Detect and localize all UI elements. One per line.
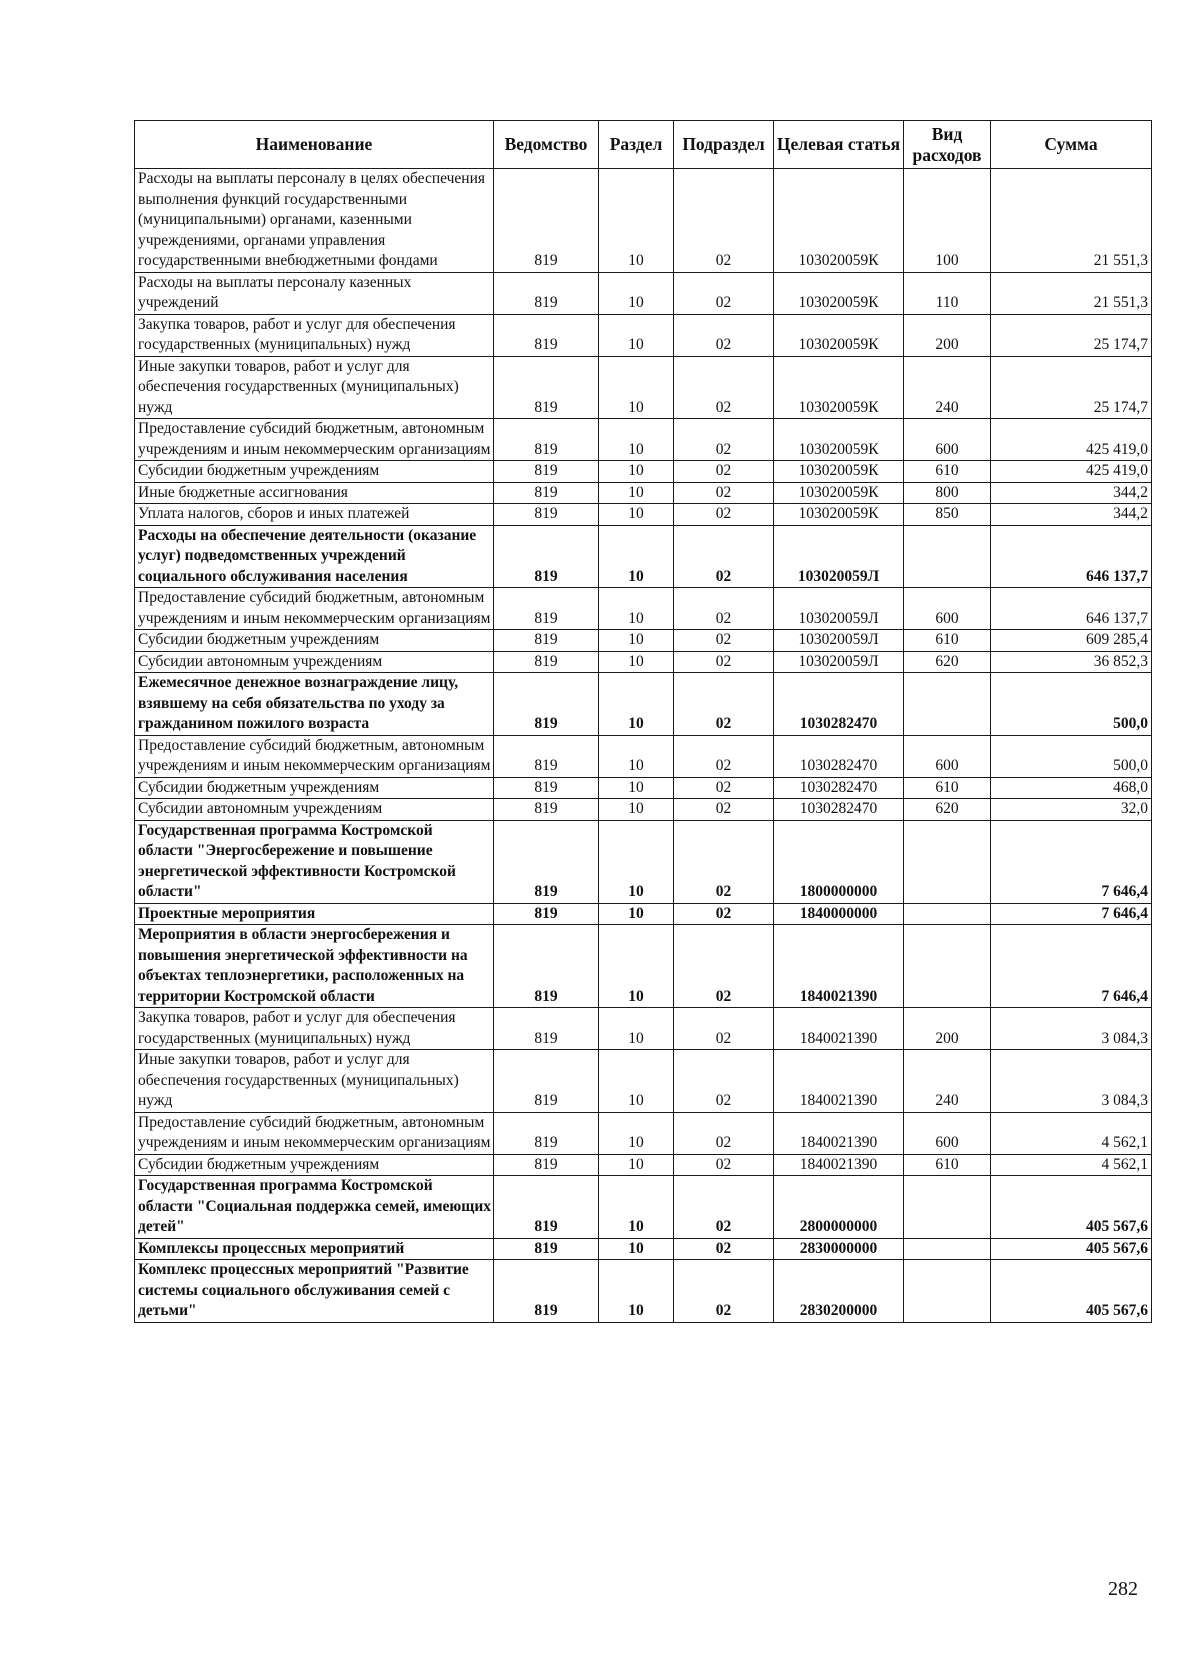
cell-sum: 36 852,3 [991, 651, 1152, 673]
header-expense-type: Вид расходов [904, 121, 991, 169]
cell-sum: 425 419,0 [991, 461, 1152, 483]
cell-department: 819 [494, 1238, 599, 1260]
cell-section: 10 [599, 1154, 674, 1176]
cell-department: 819 [494, 777, 599, 799]
cell-subsection: 02 [674, 1008, 774, 1050]
cell-sum: 609 285,4 [991, 630, 1152, 652]
cell-section: 10 [599, 630, 674, 652]
cell-name: Государственная программа Костромской области "Социальная поддержка семей, имеющих детей" [135, 1176, 494, 1239]
header-sum: Сумма [991, 121, 1152, 169]
cell-expense-type: 100 [904, 169, 991, 273]
cell-section: 10 [599, 1050, 674, 1113]
cell-sum: 7 646,4 [991, 820, 1152, 903]
cell-subsection: 02 [674, 777, 774, 799]
cell-subsection: 02 [674, 588, 774, 630]
cell-target-article: 1840021390 [774, 1112, 904, 1154]
cell-name: Государственная программа Костромской области "Энергосбережение и повышение энергетической эффективности Костромской области" [135, 820, 494, 903]
cell-expense-type: 110 [904, 272, 991, 314]
header-department: Ведомство [494, 121, 599, 169]
cell-department: 819 [494, 169, 599, 273]
cell-section: 10 [599, 272, 674, 314]
table-row [135, 673, 1152, 736]
cell-target-article: 103020059Л [774, 630, 904, 652]
cell-sum: 32,0 [991, 799, 1152, 821]
cell-target-article: 1800000000 [774, 820, 904, 903]
table-header-row [135, 121, 1152, 169]
cell-sum: 405 567,6 [991, 1238, 1152, 1260]
cell-expense-type [904, 1238, 991, 1260]
cell-department: 819 [494, 504, 599, 526]
cell-sum: 646 137,7 [991, 588, 1152, 630]
cell-department: 819 [494, 356, 599, 419]
cell-target-article: 1840021390 [774, 925, 904, 1008]
cell-sum: 25 174,7 [991, 356, 1152, 419]
cell-subsection: 02 [674, 925, 774, 1008]
cell-name: Субсидии бюджетным учреждениям [135, 630, 494, 652]
table-row [135, 482, 1152, 504]
table-row [135, 504, 1152, 526]
cell-section: 10 [599, 777, 674, 799]
cell-section: 10 [599, 1260, 674, 1323]
cell-name: Ежемесячное денежное вознаграждение лицу, взявшему на себя обязательства по уходу за гражданином пожилого возраста [135, 673, 494, 736]
cell-target-article: 103020059К [774, 461, 904, 483]
cell-subsection: 02 [674, 673, 774, 736]
cell-department: 819 [494, 1050, 599, 1113]
cell-target-article: 1030282470 [774, 777, 904, 799]
cell-target-article: 103020059Л [774, 525, 904, 588]
cell-section: 10 [599, 925, 674, 1008]
cell-department: 819 [494, 1176, 599, 1239]
table-row [135, 525, 1152, 588]
cell-department: 819 [494, 272, 599, 314]
cell-target-article: 103020059К [774, 314, 904, 356]
cell-name: Иные бюджетные ассигнования [135, 482, 494, 504]
cell-expense-type [904, 673, 991, 736]
cell-name: Субсидии бюджетным учреждениям [135, 461, 494, 483]
cell-expense-type: 240 [904, 356, 991, 419]
cell-section: 10 [599, 1176, 674, 1239]
table-row [135, 1050, 1152, 1113]
cell-name: Иные закупки товаров, работ и услуг для обеспечения государственных (муниципальных) нужд [135, 1050, 494, 1113]
cell-department: 819 [494, 673, 599, 736]
cell-name: Расходы на выплаты персоналу в целях обеспечения выполнения функций государственными (муниципальными) органами, казенными учреждениями, органами управления государственными внебюджетными фондами [135, 169, 494, 273]
header-section: Раздел [599, 121, 674, 169]
cell-expense-type: 600 [904, 588, 991, 630]
cell-subsection: 02 [674, 419, 774, 461]
table-row [135, 1154, 1152, 1176]
cell-subsection: 02 [674, 169, 774, 273]
cell-subsection: 02 [674, 1176, 774, 1239]
cell-target-article: 2830200000 [774, 1260, 904, 1323]
cell-subsection: 02 [674, 903, 774, 925]
cell-name: Субсидии автономным учреждениям [135, 799, 494, 821]
cell-department: 819 [494, 903, 599, 925]
cell-subsection: 02 [674, 651, 774, 673]
cell-expense-type: 620 [904, 651, 991, 673]
cell-expense-type [904, 1260, 991, 1323]
table-row [135, 1112, 1152, 1154]
cell-department: 819 [494, 1154, 599, 1176]
table-row [135, 799, 1152, 821]
cell-sum: 405 567,6 [991, 1260, 1152, 1323]
cell-subsection: 02 [674, 735, 774, 777]
cell-target-article: 1840000000 [774, 903, 904, 925]
cell-name: Субсидии автономным учреждениям [135, 651, 494, 673]
cell-expense-type: 610 [904, 461, 991, 483]
cell-sum: 344,2 [991, 504, 1152, 526]
cell-target-article: 1030282470 [774, 735, 904, 777]
cell-expense-type: 200 [904, 1008, 991, 1050]
cell-department: 819 [494, 799, 599, 821]
cell-name: Предоставление субсидий бюджетным, автономным учреждениям и иным некоммерческим организациям [135, 1112, 494, 1154]
cell-subsection: 02 [674, 1238, 774, 1260]
header-name: Наименование [135, 121, 494, 169]
cell-name: Расходы на обеспечение деятельности (оказание услуг) подведомственных учреждений социального обслуживания населения [135, 525, 494, 588]
cell-expense-type: 600 [904, 1112, 991, 1154]
cell-sum: 344,2 [991, 482, 1152, 504]
cell-sum: 425 419,0 [991, 419, 1152, 461]
cell-section: 10 [599, 419, 674, 461]
table-row [135, 461, 1152, 483]
cell-name: Предоставление субсидий бюджетным, автономным учреждениям и иным некоммерческим организациям [135, 588, 494, 630]
cell-expense-type: 600 [904, 419, 991, 461]
table-row [135, 1176, 1152, 1239]
cell-name: Субсидии бюджетным учреждениям [135, 1154, 494, 1176]
cell-subsection: 02 [674, 272, 774, 314]
cell-sum: 646 137,7 [991, 525, 1152, 588]
table-row [135, 588, 1152, 630]
cell-target-article: 103020059Л [774, 588, 904, 630]
cell-section: 10 [599, 1112, 674, 1154]
cell-subsection: 02 [674, 820, 774, 903]
table-row [135, 903, 1152, 925]
cell-department: 819 [494, 482, 599, 504]
cell-department: 819 [494, 925, 599, 1008]
cell-name: Предоставление субсидий бюджетным, автономным учреждениям и иным некоммерческим организациям [135, 735, 494, 777]
cell-target-article: 2800000000 [774, 1176, 904, 1239]
cell-target-article: 103020059К [774, 482, 904, 504]
cell-name: Комплекс процессных мероприятий "Развитие системы социального обслуживания семей с детьми" [135, 1260, 494, 1323]
cell-expense-type: 610 [904, 1154, 991, 1176]
table-row [135, 356, 1152, 419]
cell-section: 10 [599, 651, 674, 673]
cell-target-article: 1840021390 [774, 1008, 904, 1050]
cell-subsection: 02 [674, 504, 774, 526]
cell-target-article: 1030282470 [774, 673, 904, 736]
cell-sum: 7 646,4 [991, 925, 1152, 1008]
cell-sum: 405 567,6 [991, 1176, 1152, 1239]
cell-target-article: 1840021390 [774, 1154, 904, 1176]
cell-subsection: 02 [674, 1050, 774, 1113]
cell-sum: 468,0 [991, 777, 1152, 799]
cell-expense-type: 850 [904, 504, 991, 526]
cell-expense-type: 610 [904, 630, 991, 652]
cell-section: 10 [599, 820, 674, 903]
cell-subsection: 02 [674, 482, 774, 504]
cell-name: Субсидии бюджетным учреждениям [135, 777, 494, 799]
cell-expense-type [904, 903, 991, 925]
cell-name: Проектные мероприятия [135, 903, 494, 925]
cell-expense-type: 610 [904, 777, 991, 799]
cell-subsection: 02 [674, 1154, 774, 1176]
cell-target-article: 103020059К [774, 356, 904, 419]
cell-section: 10 [599, 504, 674, 526]
cell-name: Уплата налогов, сборов и иных платежей [135, 504, 494, 526]
cell-sum: 21 551,3 [991, 169, 1152, 273]
cell-section: 10 [599, 1238, 674, 1260]
table-row [135, 1238, 1152, 1260]
cell-subsection: 02 [674, 314, 774, 356]
cell-target-article: 103020059К [774, 169, 904, 273]
cell-section: 10 [599, 314, 674, 356]
cell-department: 819 [494, 314, 599, 356]
cell-subsection: 02 [674, 630, 774, 652]
cell-department: 819 [494, 461, 599, 483]
cell-target-article: 103020059К [774, 419, 904, 461]
cell-subsection: 02 [674, 1112, 774, 1154]
header-target-article: Целевая статья [774, 121, 904, 169]
cell-subsection: 02 [674, 1260, 774, 1323]
cell-target-article: 103020059К [774, 272, 904, 314]
cell-sum: 500,0 [991, 673, 1152, 736]
table-row [135, 925, 1152, 1008]
cell-expense-type [904, 925, 991, 1008]
cell-department: 819 [494, 588, 599, 630]
cell-subsection: 02 [674, 525, 774, 588]
cell-target-article: 103020059К [774, 504, 904, 526]
cell-target-article: 1840021390 [774, 1050, 904, 1113]
cell-expense-type [904, 820, 991, 903]
cell-name: Мероприятия в области энергосбережения и повышения энергетической эффективности на объектах теплоэнергетики, расположенных на территории Костромской области [135, 925, 494, 1008]
table-row [135, 735, 1152, 777]
cell-section: 10 [599, 525, 674, 588]
cell-section: 10 [599, 673, 674, 736]
table-row [135, 1008, 1152, 1050]
cell-department: 819 [494, 1008, 599, 1050]
cell-target-article: 103020059Л [774, 651, 904, 673]
table-row [135, 630, 1152, 652]
cell-subsection: 02 [674, 461, 774, 483]
cell-department: 819 [494, 630, 599, 652]
cell-department: 819 [494, 651, 599, 673]
table-row [135, 651, 1152, 673]
cell-department: 819 [494, 525, 599, 588]
cell-subsection: 02 [674, 799, 774, 821]
cell-name: Закупка товаров, работ и услуг для обеспечения государственных (муниципальных) нужд [135, 1008, 494, 1050]
cell-sum: 25 174,7 [991, 314, 1152, 356]
cell-expense-type: 200 [904, 314, 991, 356]
table-row [135, 820, 1152, 903]
budget-table [134, 120, 1152, 1323]
cell-section: 10 [599, 588, 674, 630]
cell-section: 10 [599, 482, 674, 504]
cell-name: Комплексы процессных мероприятий [135, 1238, 494, 1260]
cell-name: Закупка товаров, работ и услуг для обеспечения государственных (муниципальных) нужд [135, 314, 494, 356]
table-row [135, 169, 1152, 273]
cell-expense-type: 600 [904, 735, 991, 777]
cell-department: 819 [494, 419, 599, 461]
cell-sum: 7 646,4 [991, 903, 1152, 925]
table-row [135, 314, 1152, 356]
cell-expense-type [904, 525, 991, 588]
cell-section: 10 [599, 461, 674, 483]
cell-department: 819 [494, 820, 599, 903]
cell-subsection: 02 [674, 356, 774, 419]
table-row [135, 777, 1152, 799]
cell-section: 10 [599, 799, 674, 821]
cell-target-article: 2830000000 [774, 1238, 904, 1260]
cell-sum: 4 562,1 [991, 1112, 1152, 1154]
cell-sum: 21 551,3 [991, 272, 1152, 314]
cell-expense-type: 800 [904, 482, 991, 504]
table-row [135, 272, 1152, 314]
cell-target-article: 1030282470 [774, 799, 904, 821]
cell-name: Расходы на выплаты персоналу казенных учреждений [135, 272, 494, 314]
table-row [135, 1260, 1152, 1323]
cell-section: 10 [599, 356, 674, 419]
cell-section: 10 [599, 735, 674, 777]
cell-sum: 3 084,3 [991, 1050, 1152, 1113]
cell-expense-type: 240 [904, 1050, 991, 1113]
cell-name: Иные закупки товаров, работ и услуг для обеспечения государственных (муниципальных) нужд [135, 356, 494, 419]
header-subsection: Подраздел [674, 121, 774, 169]
cell-name: Предоставление субсидий бюджетным, автономным учреждениям и иным некоммерческим организациям [135, 419, 494, 461]
cell-expense-type [904, 1176, 991, 1239]
cell-sum: 500,0 [991, 735, 1152, 777]
cell-section: 10 [599, 903, 674, 925]
cell-department: 819 [494, 1112, 599, 1154]
cell-sum: 3 084,3 [991, 1008, 1152, 1050]
cell-section: 10 [599, 1008, 674, 1050]
cell-sum: 4 562,1 [991, 1154, 1152, 1176]
cell-department: 819 [494, 1260, 599, 1323]
table-row [135, 419, 1152, 461]
cell-section: 10 [599, 169, 674, 273]
table-body [135, 169, 1152, 1323]
cell-expense-type: 620 [904, 799, 991, 821]
cell-department: 819 [494, 735, 599, 777]
page-number: 282 [1108, 1578, 1138, 1600]
